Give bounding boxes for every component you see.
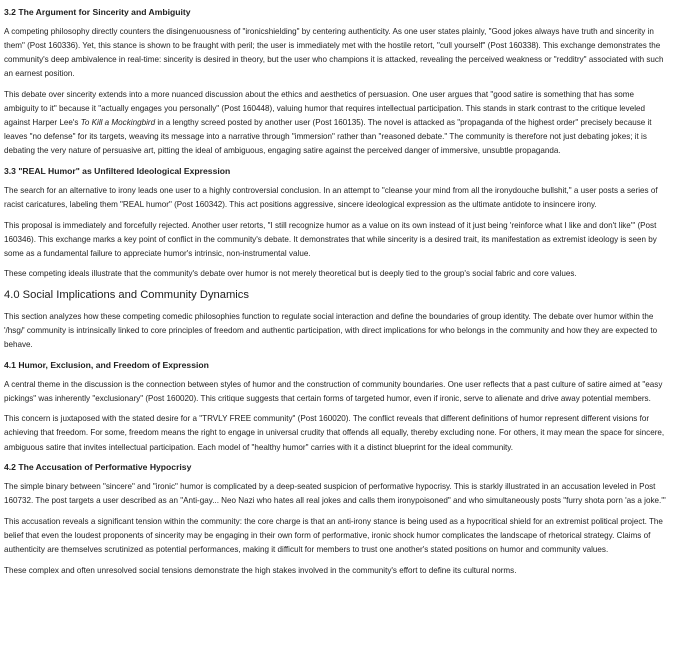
paragraph: The simple binary between "sincere" and "ironic" humor is complicated by a deep-seated suspicion of performative hypocrisy. This is starkly illustrated in an accusation leveled in Post 160732. The post targets a user described as an "Anti-gay... Neo Nazi who hates all real jokes and calls them ironypoisoned" and who simultaneously posts "furry shota porn 'as a joke.'" bbox=[4, 482, 666, 506]
paragraph: A competing philosophy directly counters the disingenuousness of "ironicshielding" by centering authenticity. As one user states plainly, "Good jokes always have truth and sincerity in them" (Post 160336). Yet, this stance is shown to be fraught with peril; the user is immediately met with the hostile retort, "cull yourself" (Post 160338). This exchange demonstrates the community's deep ambivalence in real-time: sincerity is desired in theory, but the user who champions it is attacked, revealing the perceived weakness or "redditry" associated with such an earnest position. bbox=[4, 27, 664, 79]
paragraph: This section analyzes how these competing comedic philosophies function to regulate social interaction and define the boundaries of group identity. The debate over humor within the '/hsg/' community is intrinsically linked to core principles of freedom and authentic participation, with direct implications for who belongs in the community and how they are expected to behave. bbox=[4, 311, 658, 350]
section-heading-3-3: 3.3 "REAL Humor" as Unfiltered Ideological Expression bbox=[4, 165, 231, 176]
paragraph: A central theme in the discussion is the connection between styles of humor and the construction of community boundaries. One user reflects that a past culture of satire aimed at "easy pickings" was inherently "exclusionary" (Post 160020). This critique suggests that certain forms of targeted humor, even if ironic, serve to alienate and drive away potential members. bbox=[4, 379, 663, 403]
paragraph: This proposal is immediately and forcefully rejected. Another user retorts, "I still recognize humor as a value on its own instead of it just being 'reinforce what I like and don't like'" (Post 160346). This exchange marks a key point of conflict in the community's debate. It demonstrates that while sincerity is a desired trait, its manifestation as extremist ideology is seen by some as a fundamental failure to appreciate humor's intrinsic, non-instrumental value. bbox=[4, 220, 657, 258]
paragraph: These competing ideals illustrate that the community's debate over humor is not merely theoretical but is deeply tied to the group's social fabric and core values. bbox=[4, 269, 577, 279]
paragraph: These complex and often unresolved social tensions demonstrate the high stakes involved in the community's effort to define its cultural norms. bbox=[4, 565, 517, 575]
section-heading-4-1: 4.1 Humor, Exclusion, and Freedom of Expression bbox=[4, 359, 209, 370]
section-heading-3-2: 3.2 The Argument for Sincerity and Ambiguity bbox=[4, 7, 191, 17]
paragraph: The search for an alternative to irony leads one user to a highly controversial conclusion. In an attempt to "cleanse your mind from all the ironydouche bullshit," a user posts a series of racist caricatures, labeling them "REAL humor" (Post 160342). This act positions aggressive, sincere ideological expression as the ultimate antidote to insincere irony. bbox=[4, 185, 658, 209]
section-heading-4-0: 4.0 Social Implications and Community Dynamics bbox=[4, 288, 249, 301]
book-title: To Kill a Mockingbird bbox=[80, 118, 156, 128]
paragraph: This accusation reveals a significant tension within the community: the core charge is that an anti-irony stance is being used as a hypocritical shield for an extremist political project. The belief that even the loudest proponents of sincerity may be engaging in their own form of performative, ironic shock humor complicates the landscape of rhetorical strategy. Claims of authenticity are themselves scrutinized as potential performances, making it difficult for members to trust one another's stated positions on humor and community values. bbox=[4, 516, 663, 555]
paragraph-text: in a lengthy screed posted by another user (Post 160135). The novel is attacked as "propaganda of the highest order" precisely because it leaves "no defense" for its targets, weaving its message into a narrative through "immersion" rather than "reasoned debate." The community is therefore not just debating jokes; it is debating the very nature of persuasive art, pitting the ideal of ambiguous, engaging satire against the perceived danger of immersive, unsubtle propaganda. bbox=[4, 118, 652, 156]
paragraph bbox=[4, 88, 669, 158]
section-heading-4-2: 4.2 The Accusation of Performative Hypocrisy bbox=[4, 462, 192, 473]
paragraph: This concern is juxtaposed with the stated desire for a "TRVLY FREE community" (Post 160020). The conflict reveals that different definitions of humor represent different visions for achieving that freedom. For some, freedom means the right to engage in universal crudity that offends all equally, thereby excluding none. For others, it may mean the space for sincere, ambiguous satire that invites intellectual participation. Each model of "healthy humor" carries with it a distinct blueprint for the ideal community. bbox=[4, 414, 665, 452]
paragraph-text: This debate over sincerity extends into a more nuanced discussion about the ethics and aesthetics of persuasion. One user argues that "good satire is something that has some ambiguity to it" because it "actually engages you personally" (Post 160448), valuing humor that requires intellectual participation. This stands in stark contrast to the critique leveled against Harper Lee's bbox=[4, 89, 646, 128]
